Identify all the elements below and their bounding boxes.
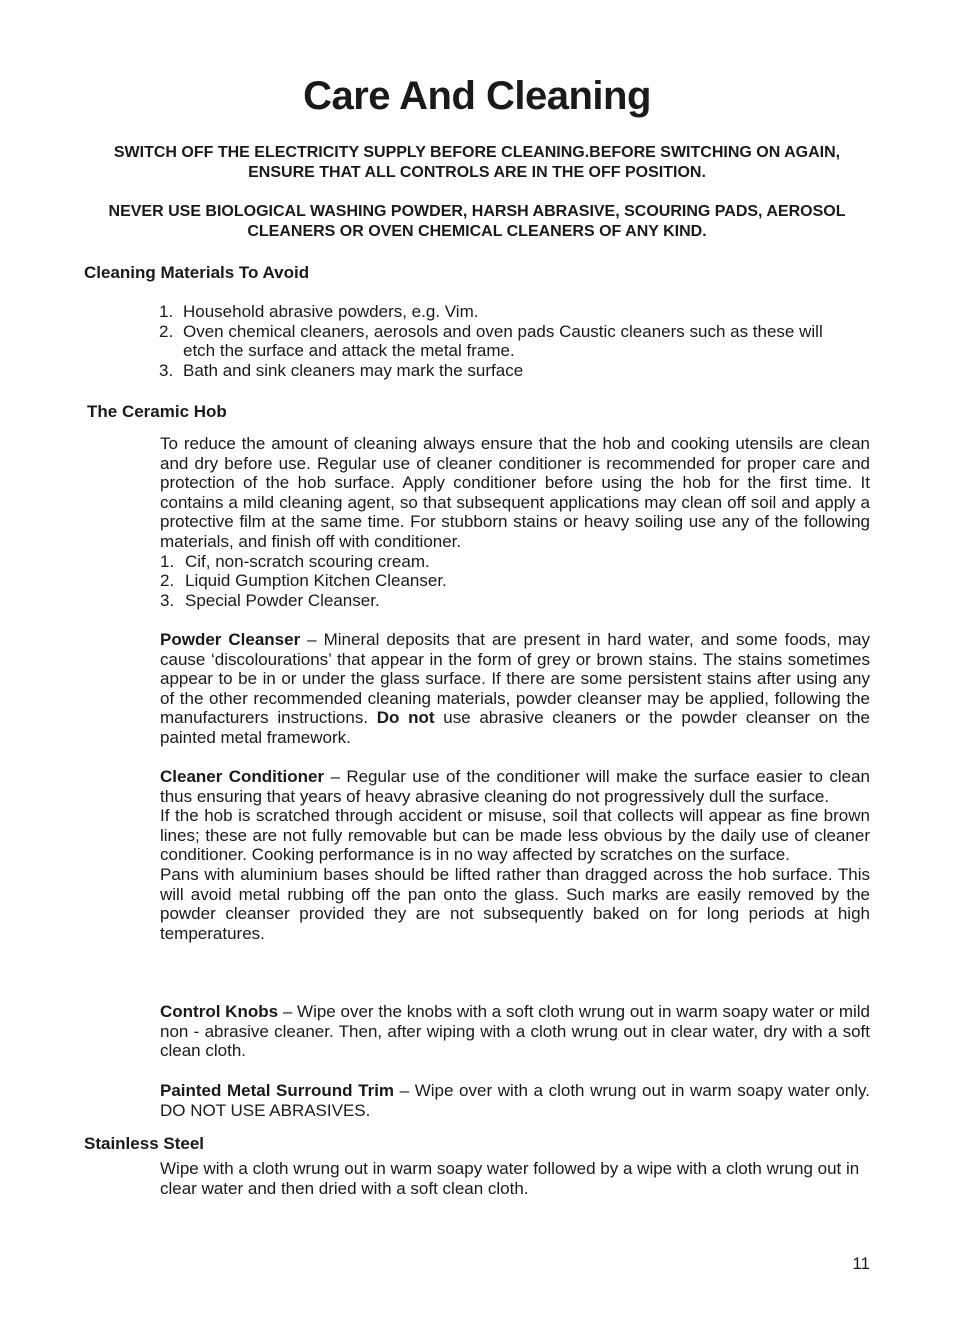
list-item-text: Oven chemical cleaners, aerosols and oven pads Caustic cleaners such as these will etch the surface and attack the metal frame. <box>183 321 823 361</box>
list-item-text: Special Powder Cleanser. <box>185 590 380 610</box>
powder-cleanser-text-end: use abrasive cleaners or the powder cleanser on the painted metal framework. <box>160 708 870 747</box>
list-item-number: 3. <box>159 360 174 380</box>
list-item <box>160 552 870 572</box>
list-item-text: Cif, non-scratch scouring cream. <box>185 551 430 571</box>
powder-cleanser-label: Powder Cleanser <box>160 630 301 649</box>
cleaner-warning: NEVER USE BIOLOGICAL WASHING POWDER, HARSH ABRASIVE, SCOURING PADS, AEROSOL CLEANERS OR OVEN CHEMICAL CLEANERS OF ANY KIND. <box>108 203 846 240</box>
page-number: 11 <box>852 1254 870 1273</box>
powder-cleanser-text: – Mineral deposits that are present in hard water, and some foods, may cause ‘discolourations’ that appear in the form of grey or brown stains. The stains sometimes appear to be in or under the glass surface. If there are some persistent stains after using any of the other recommended cleaning materials, powder cleanser may be applied, following the manufacturers instructions. <box>160 630 870 728</box>
list-item-text: Household abrasive powders, e.g. Vim. <box>183 302 479 321</box>
cleaner-conditioner-label: Cleaner Conditioner <box>160 767 325 786</box>
ceramic-hob-section <box>160 434 870 610</box>
recommended-cleaners-list <box>160 552 870 611</box>
cleaner-conditioner-text: – Regular use of the conditioner will make the surface easier to clean thus ensuring that years of heavy abrasive cleaning do not progressively dull the surface. <box>160 767 871 806</box>
list-item <box>159 302 859 322</box>
page-title: Care And Cleaning <box>303 74 651 118</box>
list-item-number: 1. <box>160 551 175 571</box>
list-item-number: 3. <box>160 590 175 610</box>
surround-trim-paragraph <box>160 1081 870 1120</box>
electricity-warning: SWITCH OFF THE ELECTRICITY SUPPLY BEFORE CLEANING.BEFORE SWITCHING ON AGAIN, ENSURE THAT ALL CONTROLS ARE IN THE OFF POSITION. <box>113 144 841 181</box>
list-item-number: 2. <box>160 571 175 591</box>
list-item-text: Bath and sink cleaners may mark the surface <box>183 360 524 380</box>
control-knobs-label: Control Knobs <box>160 1002 279 1021</box>
stainless-steel-heading: Stainless Steel <box>84 1134 205 1153</box>
powder-cleanser-paragraph <box>160 630 870 748</box>
control-knobs-paragraph <box>160 1002 870 1061</box>
do-not-emphasis: Do not <box>376 708 435 728</box>
ceramic-hob-intro: To reduce the amount of cleaning always ensure that the hob and cooking utensils are clean and dry before use. Regular use of cleaner conditioner is recommended for proper care and protection of the hob surface. Apply conditioner before using the hob for the first time. It contains a mild cleaning agent, so that subsequent applications may clean off soil and apply a protective film at the same time. For stubborn stains or heavy soiling use any of the following materials, and finish off with conditioner. <box>160 434 870 551</box>
surround-trim-label: Painted Metal Surround Trim <box>160 1081 395 1100</box>
aluminium-pans-paragraph: Pans with aluminium bases should be lifted rather than dragged across the hob surface. This will avoid metal rubbing off the pan onto the glass. Such marks are easily removed by the powder cleanser provided they are not subsequently baked on for long periods at high temperatures. <box>160 864 870 943</box>
list-item-number: 2. <box>159 321 174 341</box>
list-item <box>160 571 870 591</box>
list-item <box>159 322 859 361</box>
cleaner-conditioner-section <box>160 767 870 943</box>
ceramic-hob-heading: The Ceramic Hob <box>87 402 227 421</box>
materials-to-avoid-heading: Cleaning Materials To Avoid <box>84 263 310 282</box>
stainless-steel-paragraph <box>160 1159 870 1198</box>
stainless-steel-text: Wipe with a cloth wrung out in warm soapy water followed by a wipe with a cloth wrung out in clear water and then dried with a soft clean cloth. <box>160 1159 860 1198</box>
materials-to-avoid-list <box>159 302 859 380</box>
list-item-text: Liquid Gumption Kitchen Cleanser. <box>185 571 447 591</box>
scratch-paragraph: If the hob is scratched through accident or misuse, soil that collects will appear as fine brown lines; these are not fully removable but can be made less obvious by the daily use of cleaner conditioner. Cooking performance is in no way affected by scratches on the surface. <box>160 806 870 865</box>
list-item <box>160 591 870 611</box>
list-item-number: 1. <box>159 302 174 321</box>
list-item <box>159 361 859 381</box>
surround-trim-text: – Wipe over with a cloth wrung out in warm soapy water only. DO NOT USE ABRASIVES. <box>160 1081 870 1120</box>
control-knobs-text: – Wipe over the knobs with a soft cloth wrung out in warm soapy water or mild non - abrasive cleaner. Then, after wiping with a cloth wrung out in clear water, dry with a soft clean cloth. <box>160 1002 871 1061</box>
